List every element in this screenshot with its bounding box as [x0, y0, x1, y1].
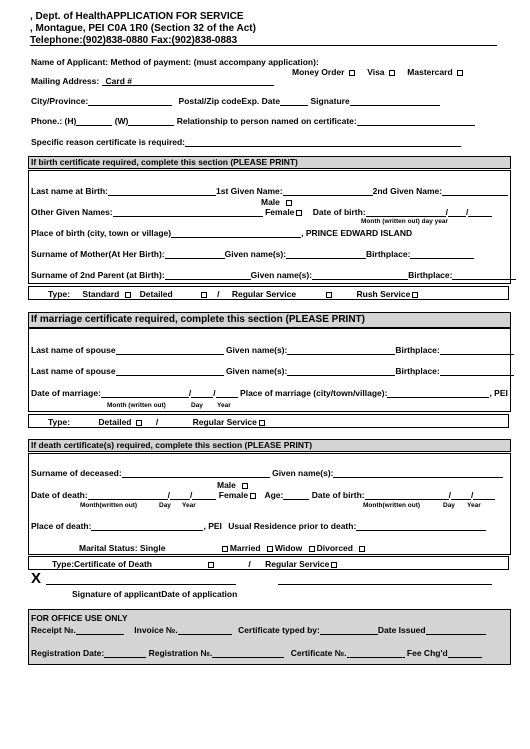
death-dob-month-field[interactable]: [365, 490, 449, 500]
spouse2-birthplace-label: Birthplace:: [395, 366, 440, 376]
residence-label: Usual Residence prior to death:: [228, 521, 357, 531]
marriage-day-caption: Day: [191, 402, 203, 409]
marriage-month-field[interactable]: [101, 388, 189, 398]
death-year-field[interactable]: [192, 490, 216, 500]
applicant-name-label: Name of Applicant:: [31, 57, 109, 67]
divorced-label: Divorced: [316, 543, 353, 553]
spouse1-label: Last name of spouse: [31, 345, 116, 355]
reason-field[interactable]: [185, 137, 461, 147]
birth-place-field[interactable]: [171, 228, 301, 238]
invoice-label: Invoice №.: [134, 625, 178, 635]
deceased-surname-label: Surname of deceased:: [31, 468, 122, 478]
fee-label: Fee Chg'd: [406, 648, 448, 658]
death-male-checkbox[interactable]: [242, 483, 248, 489]
death-dob-day-caption: Day: [443, 502, 455, 509]
marriage-type-label: Type:: [48, 417, 71, 427]
parent-given-label: Given name(s):: [250, 270, 313, 280]
city-province-label: City/Province:: [31, 96, 89, 106]
phone-home-field[interactable]: [76, 116, 112, 126]
widow-label: Widow: [274, 543, 303, 553]
birth-type-label: Type:: [48, 289, 71, 299]
mailing-address-field[interactable]: [102, 76, 274, 86]
first-given-field[interactable]: [283, 186, 373, 196]
birth-regular-label: Regular Service: [231, 289, 297, 299]
birth-dob-caption: Month (written out) day year: [361, 218, 449, 225]
divorced-checkbox[interactable]: [359, 546, 365, 552]
spouse2-field[interactable]: [116, 366, 224, 376]
death-month-field[interactable]: [88, 490, 168, 500]
visa-checkbox[interactable]: [389, 70, 395, 76]
other-given-label: Other Given Names:: [31, 207, 113, 217]
death-day-caption: Day: [159, 502, 171, 509]
parent-given-field[interactable]: [312, 270, 408, 280]
death-year-caption: Year: [182, 502, 196, 509]
mother-surname-field[interactable]: [165, 249, 225, 259]
header-line-3: Telephone:(902)838-0880 Fax:(902)838-0883: [30, 35, 238, 46]
birth-pei-label: , PRINCE EDWARD ISLAND: [301, 228, 413, 238]
marriage-month-caption: Month (written out): [107, 402, 166, 409]
mother-given-field[interactable]: [286, 249, 366, 259]
residence-field[interactable]: [356, 521, 486, 531]
marriage-regular-label: Regular Service: [192, 417, 257, 427]
mother-birthplace-field[interactable]: [410, 249, 474, 259]
age-field[interactable]: [283, 490, 309, 500]
phone-work-field[interactable]: [128, 116, 174, 126]
marriage-regular-checkbox[interactable]: [259, 420, 265, 426]
mailing-address-label: Mailing Address:: [31, 76, 100, 86]
deceased-given-field[interactable]: [333, 468, 503, 478]
birth-detailed-checkbox[interactable]: [201, 292, 207, 298]
mastercard-label: Mastercard: [407, 67, 453, 77]
spouse1-given-label: Given name(s):: [225, 345, 288, 355]
second-given-label: 2nd Given Name:: [372, 186, 443, 196]
spouse1-birthplace-label: Birthplace:: [395, 345, 440, 355]
header-line-1: , Dept. of HealthAPPLICATION FOR SERVICE: [30, 11, 244, 22]
death-regular-checkbox[interactable]: [331, 562, 337, 568]
typed-by-field[interactable]: [320, 625, 378, 635]
birth-dob-label: Date of birth:: [312, 207, 366, 217]
relationship-field[interactable]: [357, 116, 475, 126]
deceased-surname-field[interactable]: [122, 468, 270, 478]
standard-label: Standard: [82, 289, 120, 299]
marriage-year-field[interactable]: [216, 388, 238, 398]
spouse2-given-label: Given name(s):: [225, 366, 288, 376]
death-pei-label: , PEI: [203, 521, 222, 531]
marriage-pei-label: , PEI: [489, 388, 508, 398]
date-issued-label: Date Issued: [377, 625, 426, 635]
death-male-label: Male: [217, 480, 236, 490]
marriage-place-label: Place of marriage (city/town/village):: [240, 388, 388, 398]
birth-male-label: Male: [261, 197, 280, 207]
card-label: Card #: [105, 76, 133, 86]
registration-date-field[interactable]: [104, 648, 146, 658]
mother-given-label: Given name(s):: [224, 249, 287, 259]
exp-date-field[interactable]: [280, 96, 308, 106]
spouse1-given-field[interactable]: [287, 345, 395, 355]
header-line-2: , Montague, PEI C0A 1R0 (Section 32 of the Act): [30, 23, 256, 34]
fee-field[interactable]: [448, 648, 482, 658]
birth-male-checkbox[interactable]: [286, 200, 292, 206]
relationship-label: Relationship to person named on certificate:: [176, 116, 357, 126]
death-regular-label: Regular Service: [265, 559, 330, 569]
marriage-place-field[interactable]: [387, 388, 489, 398]
married-checkbox[interactable]: [267, 546, 273, 552]
typed-by-label: Certificate typed by:: [238, 625, 320, 635]
rush-label: Rush Service: [356, 289, 411, 299]
spouse2-label: Last name of spouse: [31, 366, 116, 376]
marriage-section-heading: If marriage certificate required, complete this section (PLEASE PRINT): [28, 312, 511, 328]
marriage-year-caption: Year: [217, 402, 231, 409]
registration-no-field[interactable]: [212, 648, 284, 658]
mother-surname-label: Surname of Mother(At Her Birth):: [31, 249, 165, 259]
death-dob-month-caption: Month(written out): [363, 502, 421, 509]
mother-birthplace-label: Birthplace:: [366, 249, 411, 259]
signature-caption: Signature of applicantDate of application: [72, 589, 238, 599]
signature-label: Signature: [310, 96, 350, 106]
rush-checkbox[interactable]: [412, 292, 418, 298]
death-dob-label: Date of birth:: [311, 490, 365, 500]
registration-date-label: Registration Date:: [31, 648, 105, 658]
first-given-label: 1st Given Name:: [216, 186, 283, 196]
death-section-heading: If death certificate(s) required, complete this section (PLEASE PRINT): [28, 439, 511, 452]
reason-label: Specific reason certificate is required:: [31, 137, 186, 147]
spouse1-field[interactable]: [116, 345, 224, 355]
mastercard-checkbox[interactable]: [457, 70, 463, 76]
money-order-checkbox[interactable]: [349, 70, 355, 76]
invoice-field[interactable]: [178, 625, 232, 635]
marriage-detailed-checkbox[interactable]: [136, 420, 142, 426]
birth-dob-month-field[interactable]: [366, 207, 446, 217]
marriage-date-label: Date of marriage:: [31, 388, 101, 398]
phone-home-label: Phone.: (H): [31, 116, 77, 126]
card-signature-field[interactable]: [350, 96, 440, 106]
certificate-no-label: Certificate №.: [290, 648, 347, 658]
spouse1-birthplace-field[interactable]: [440, 345, 514, 355]
header-rule: [30, 45, 497, 46]
death-female-checkbox[interactable]: [250, 493, 256, 499]
visa-label: Visa: [367, 67, 385, 77]
standard-checkbox[interactable]: [125, 292, 131, 298]
death-day-field[interactable]: [170, 490, 190, 500]
place-of-death-field[interactable]: [91, 521, 203, 531]
death-month-caption: Month(written out): [80, 502, 138, 509]
birth-last-name-field[interactable]: [108, 186, 216, 196]
birth-last-name-label: Last name at Birth:: [31, 186, 108, 196]
applicant-signature-line[interactable]: [46, 584, 236, 585]
application-date-line[interactable]: [278, 584, 492, 585]
birth-female-checkbox[interactable]: [296, 210, 302, 216]
office-title: FOR OFFICE USE ONLY: [31, 613, 128, 623]
marital-single-label: Marital Status: Single: [79, 543, 166, 553]
single-checkbox[interactable]: [222, 546, 228, 552]
deceased-given-label: Given name(s):: [272, 468, 334, 478]
parent-surname-field[interactable]: [165, 270, 251, 280]
death-dob-day-field[interactable]: [451, 490, 471, 500]
phone-work-label: (W): [114, 116, 129, 126]
death-type-label: Type:Certificate of Death: [52, 559, 152, 569]
death-dob-year-caption: Year: [467, 502, 481, 509]
birth-section-heading: If birth certificate required, complete this section (PLEASE PRINT): [28, 156, 511, 169]
death-female-label: Female: [218, 490, 249, 500]
signature-x-mark: X: [31, 570, 42, 587]
parent-surname-label: Surname of 2nd Parent (at Birth):: [31, 270, 165, 280]
birth-female-label: Female: [265, 207, 295, 217]
date-issued-field[interactable]: [426, 625, 486, 635]
date-of-death-label: Date of death:: [31, 490, 88, 500]
receipt-label: Receipt №.: [31, 625, 76, 635]
birth-dob-day-field[interactable]: [448, 207, 466, 217]
birth-detailed-label: Detailed: [139, 289, 173, 299]
certificate-no-field[interactable]: [347, 648, 405, 658]
death-certificate-checkbox[interactable]: [208, 562, 214, 568]
birth-place-label: Place of birth (city, town or village): [31, 228, 172, 238]
parent-birthplace-label: Birthplace:: [408, 270, 453, 280]
birth-regular-checkbox[interactable]: [326, 292, 332, 298]
receipt-field[interactable]: [76, 625, 124, 635]
age-label: Age:: [264, 490, 284, 500]
widow-checkbox[interactable]: [309, 546, 315, 552]
payment-method-label: Method of payment: (must accompany application):: [110, 57, 319, 67]
city-province-field[interactable]: [88, 96, 172, 106]
married-label: Married: [229, 543, 261, 553]
marriage-detailed-label: Detailed: [98, 417, 132, 427]
money-order-label: Money Order: [292, 67, 345, 77]
registration-no-label: Registration №.: [148, 648, 213, 658]
parent-birthplace-field[interactable]: [452, 270, 516, 280]
postal-exp-label: Postal/Zip codeExp. Date: [178, 96, 281, 106]
spouse2-birthplace-field[interactable]: [440, 366, 514, 376]
birth-dob-year-field[interactable]: [468, 207, 492, 217]
place-of-death-label: Place of death:: [31, 521, 92, 531]
death-dob-year-field[interactable]: [473, 490, 495, 500]
second-given-field[interactable]: [442, 186, 508, 196]
spouse2-given-field[interactable]: [287, 366, 395, 376]
marriage-day-field[interactable]: [191, 388, 213, 398]
other-given-field[interactable]: [113, 207, 263, 217]
